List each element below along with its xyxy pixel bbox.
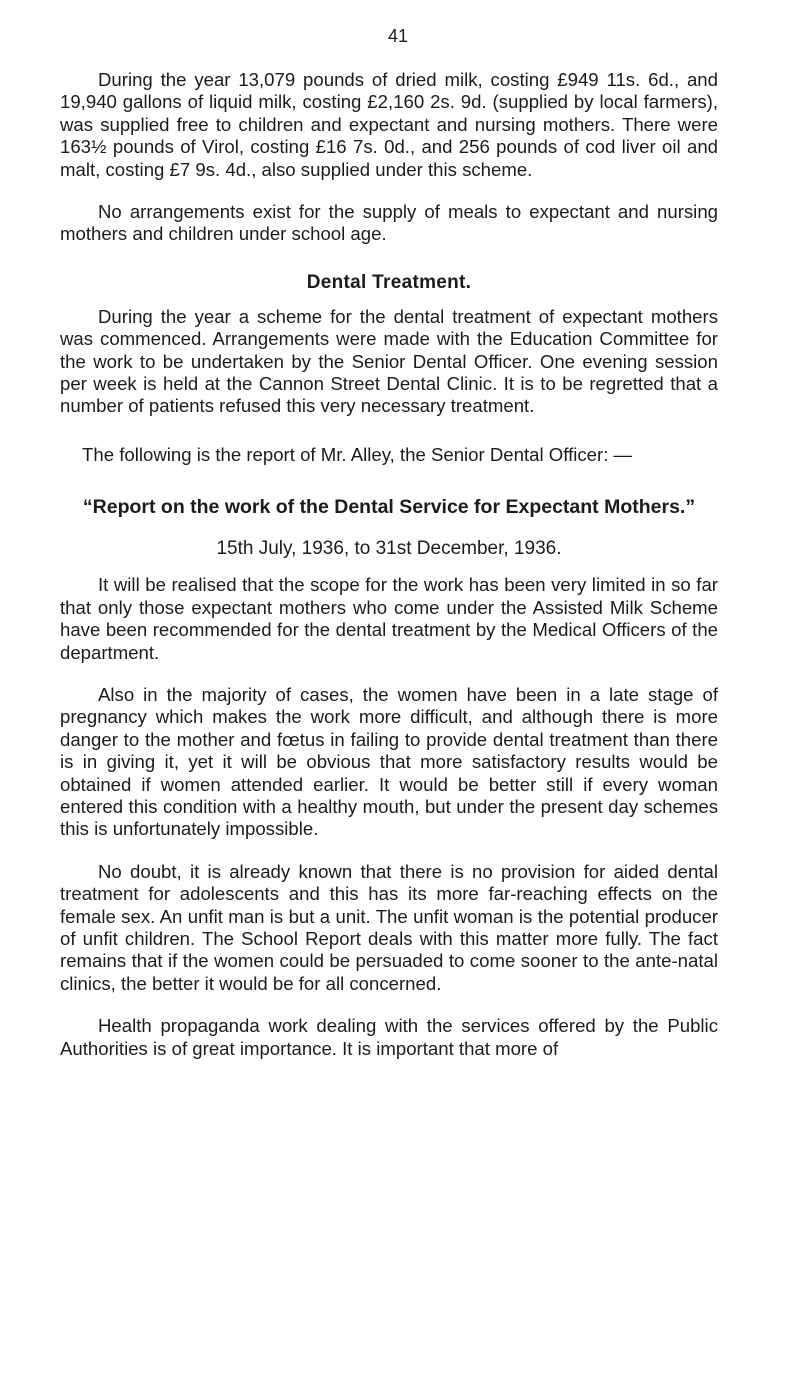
dental-scheme-paragraph: During the year a scheme for the dental treatment of expectant mothers was commenced. Arrangements were made with the Education Committee for the work to be undertaken by the Senior Dental Officer. One evening session per week is held at the Cannon Street Dental Clinic. It is to be regretted that a number of patients refused this very necessary treatment. xyxy=(60,305,718,417)
report-dates: 15th July, 1936, to 31st December, 1936. xyxy=(216,538,562,560)
meals-paragraph: No arrangements exist for the supply of meals to expectant and nursing mothers and children under school age. xyxy=(60,201,718,245)
milk-supply-paragraph: During the year 13,079 pounds of dried milk, costing £949 11s. 6d., and 19,940 gallons of liquid milk, costing £2,160 2s. 9d. (supplied by local farmers), was supplied free to children and expectant and nursing mothers. There were 163½ pounds of Virol, costing £16 7s. 0d., and 256 pounds of cod liver oil and malt, costing £7 9s. 4d., also supplied under this scheme. xyxy=(60,69,718,180)
page-number: 41 xyxy=(387,26,409,46)
report-paragraph: Also in the majority of cases, the women have been in a late stage of pregnancy which makes the work more difficult, and although there is more danger to the mother and fœtus in failing to provide dental treatment than there is in giving it, yet it will be obvious that more satisfactory results would be obtained if women attended earlier. It would be better still if every woman entered this condition with a healthy mouth, but under the present day schemes this is unfortunately impossible. xyxy=(60,683,718,840)
report-intro: The following is the report of Mr. Alley, the Senior Dental Officer: — xyxy=(82,443,633,465)
section-heading: Dental Treatment. xyxy=(306,271,472,293)
report-paragraph: No doubt, it is already known that there is no provision for aided dental treatment for adolescents and this has its more far-reaching effects on the female sex. An unfit man is but a unit. The unfit woman is the potential producer of unfit children. The School Report deals with this matter more fully. The fact remains that if the women could be persuaded to come sooner to the ante-natal clinics, the better it would be for all concerned. xyxy=(60,860,718,994)
report-title: “Report on the work of the Dental Service for Expectant Mothers.” xyxy=(82,496,696,519)
report-paragraph: Health propaganda work dealing with the services offered by the Public Authorities is of great importance. It is important that more of xyxy=(60,1015,718,1059)
report-paragraph: It will be realised that the scope for the work has been very limited in so far that only those expectant mothers who come under the Assisted Milk Scheme have been recommended for the dental treatment by the Medical Officers of the department. xyxy=(60,574,718,663)
